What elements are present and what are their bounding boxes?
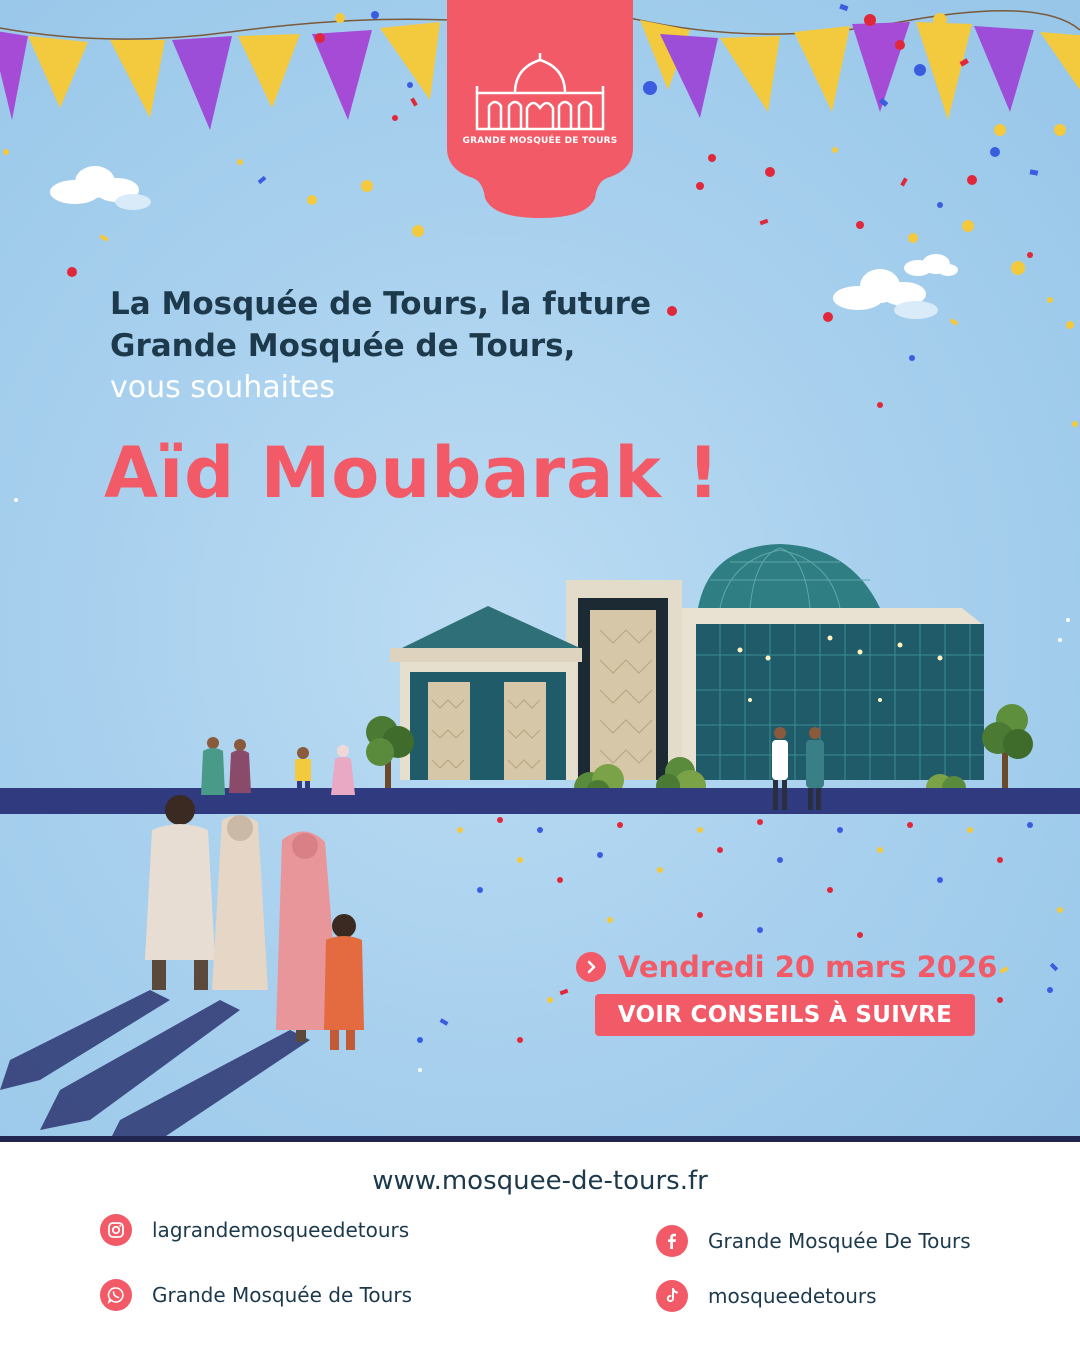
- headline-line-2: Grande Mosquée de Tours,: [110, 328, 576, 364]
- social-label-facebook: Grande Mosquée De Tours: [708, 1229, 971, 1253]
- social-tiktok[interactable]: [656, 1279, 877, 1313]
- website-link[interactable]: www.mosquee-de-tours.fr: [372, 1166, 708, 1196]
- event-date: Vendredi 20 mars 2026: [618, 950, 998, 984]
- instagram-icon: [100, 1214, 132, 1246]
- social-instagram[interactable]: [100, 1213, 409, 1247]
- headline-line-3: vous souhaites: [110, 370, 335, 405]
- headline-line-1: La Mosquée de Tours, la future: [110, 286, 651, 322]
- walking-family-illustration: [0, 760, 400, 1140]
- people-greeting: [760, 725, 840, 815]
- advice-button[interactable]: VOIR CONSEILS À SUIVRE: [595, 994, 975, 1036]
- social-label-whatsapp: Grande Mosquée de Tours: [152, 1283, 412, 1307]
- whatsapp-icon: [100, 1279, 132, 1311]
- logo-wordmark: GRANDE MOSQUÉE DE TOURS: [462, 136, 618, 146]
- chevron-right-icon: [576, 952, 606, 982]
- facebook-icon: [656, 1225, 688, 1257]
- social-label-tiktok: mosqueedetours: [708, 1284, 877, 1308]
- event-date-row: [576, 947, 997, 987]
- social-facebook[interactable]: [656, 1224, 971, 1258]
- mosque-logo-badge: [447, 0, 633, 220]
- tiktok-icon: [656, 1280, 688, 1312]
- eid-greeting-title: Aïd Moubarak !: [104, 432, 721, 514]
- social-whatsapp[interactable]: [100, 1278, 412, 1312]
- social-label-instagram: lagrandemosqueedetours: [152, 1218, 410, 1242]
